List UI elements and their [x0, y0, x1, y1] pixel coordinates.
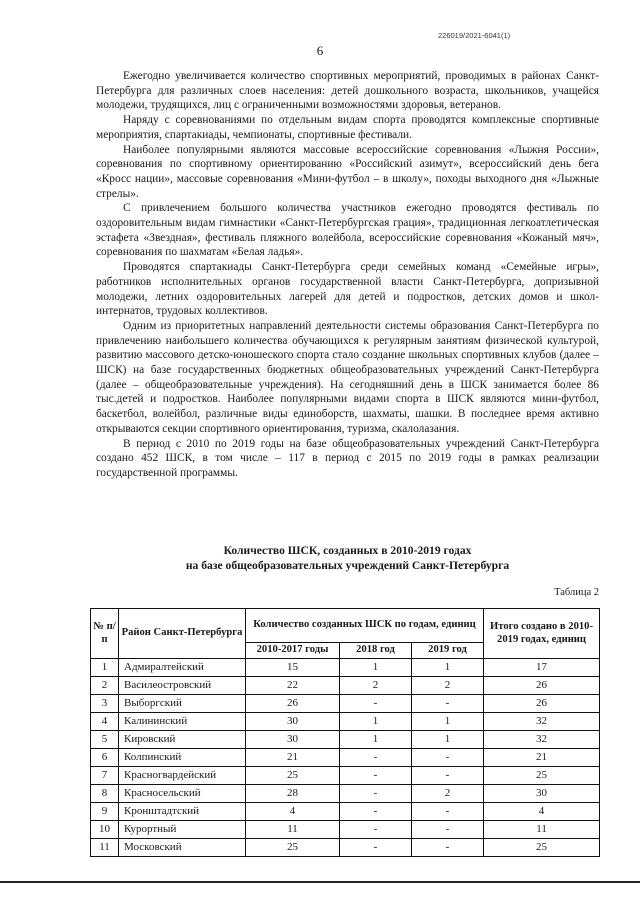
count-2019: 1 [412, 659, 484, 677]
count-total: 26 [484, 695, 600, 713]
table-row [91, 713, 600, 731]
count-2010-2017: 26 [246, 695, 340, 713]
district-name: Василеостровский [119, 677, 246, 695]
count-2010-2017: 25 [246, 839, 340, 857]
row-number: 1 [91, 659, 119, 677]
district-name: Колпинский [119, 749, 246, 767]
count-2018: 1 [340, 659, 412, 677]
count-total: 11 [484, 821, 600, 839]
table-body [91, 659, 600, 857]
row-number: 8 [91, 785, 119, 803]
row-number: 2 [91, 677, 119, 695]
district-name: Курортный [119, 821, 246, 839]
table-row [91, 767, 600, 785]
count-2018: - [340, 821, 412, 839]
header-years-2010-2017: 2010-2017 годы [246, 643, 340, 659]
count-2019: 2 [412, 785, 484, 803]
count-2019: 2 [412, 677, 484, 695]
count-2019: - [412, 767, 484, 785]
row-number: 5 [91, 731, 119, 749]
count-2019: 1 [412, 731, 484, 749]
table-row [91, 695, 600, 713]
paragraph: Наиболее популярными являются массовые всероссийские соревнования «Лыжня России», соревнования по спортивному ориентированию «Российский азимут», всероссийский день бега «Кросс нации», массовые соревнования «Мини-футбол – в школу», походы выходного дня «Лыжные стрелы». [96, 143, 599, 200]
count-2019: - [412, 839, 484, 857]
district-name: Красногвардейский [119, 767, 246, 785]
row-number: 3 [91, 695, 119, 713]
table-row [91, 785, 600, 803]
count-total: 32 [484, 713, 600, 731]
row-number: 7 [91, 767, 119, 785]
scan-edge-line [0, 881, 640, 883]
header-year-2018: 2018 год [340, 643, 412, 659]
count-2018: - [340, 767, 412, 785]
count-total: 17 [484, 659, 600, 677]
count-total: 21 [484, 749, 600, 767]
table-row [91, 821, 600, 839]
row-number: 9 [91, 803, 119, 821]
count-2010-2017: 22 [246, 677, 340, 695]
district-name: Красносельский [119, 785, 246, 803]
count-2018: - [340, 785, 412, 803]
count-2010-2017: 15 [246, 659, 340, 677]
count-2018: 1 [340, 713, 412, 731]
page-number: 6 [316, 43, 324, 58]
district-name: Калининский [119, 713, 246, 731]
count-2019: - [412, 821, 484, 839]
district-name: Московский [119, 839, 246, 857]
document-id: 226019/2021-6041(1) [438, 31, 511, 40]
paragraph: Проводятся спартакиады Санкт-Петербурга среди семейных команд «Семейные игры», работников исполнительных органов государственной власти Санкт-Петербурга, допризывной молодежи, летних оздоровительных лагерей для детей и подростков, детских домов и школ-интернатов, трудовых коллективов. [96, 261, 599, 318]
table-row [91, 659, 600, 677]
count-2019: 1 [412, 713, 484, 731]
table-title [96, 544, 599, 573]
count-total: 4 [484, 803, 600, 821]
header-year-2019: 2019 год [412, 643, 484, 659]
count-2019: - [412, 749, 484, 767]
header-num: № п/п [91, 609, 119, 659]
table-row [91, 749, 600, 767]
paragraph: Одним из приоритетных направлений деятельности системы образования Санкт-Петербурга по привлечению наибольшего количества обучающихся к регулярным занятиям физической культурой, развитию массового детско-юношеского спорта стало создание школьных спортивных клубов (далее – ШСК) на базе государственных бюджетных общеобразовательных учреждений Санкт-Петербурга (далее – общеобразовательные учреждения). На сегодняшний день в ШСК занимается более 86 тыс.детей и подростков. Наиболее популярными видами спорта в ШСК являются мини-футбол, баскетбол, волейбол, различные виды единоборств, шахматы, шашки. В последнее время активно открываются секции спортивного ориентирования, туризма, скалолазания. [96, 319, 599, 435]
row-number: 4 [91, 713, 119, 731]
count-2018: 2 [340, 677, 412, 695]
count-2018: 1 [340, 731, 412, 749]
district-name: Выборгский [119, 695, 246, 713]
count-2018: - [340, 749, 412, 767]
count-2018: - [340, 695, 412, 713]
header-district: Район Санкт-Петербурга [119, 609, 246, 659]
count-total: 32 [484, 731, 600, 749]
district-name: Адмиралтейский [119, 659, 246, 677]
district-name: Кировский [119, 731, 246, 749]
table-row [91, 839, 600, 857]
row-number: 6 [91, 749, 119, 767]
body-text [96, 69, 599, 481]
count-2010-2017: 21 [246, 749, 340, 767]
header-total: Итого создано в 2010-2019 годах, единиц [484, 609, 600, 659]
table-row [91, 677, 600, 695]
paragraph: В период с 2010 по 2019 годы на базе общеобразовательных учреждений Санкт-Петербурга создано 452 ШСК, в том числе – 117 в период с 2015 по 2019 годы в рамках реализации государственной программы. [96, 437, 599, 479]
count-2010-2017: 30 [246, 731, 340, 749]
table-row [91, 731, 600, 749]
count-2010-2017: 11 [246, 821, 340, 839]
row-number: 10 [91, 821, 119, 839]
table-title-line-1: Количество ШСК, созданных в 2010-2019 годах [223, 544, 472, 557]
count-2010-2017: 25 [246, 767, 340, 785]
paragraph: Ежегодно увеличивается количество спортивных мероприятий, проводимых в районах Санкт-Петербурга для различных слоев населения: детей дошкольного возраста, школьников, учащейся молодежи, трудящихся, лиц с ограниченными возможностями здоровья, ветеранов. [96, 70, 599, 112]
district-name: Кронштадтский [119, 803, 246, 821]
row-number: 11 [91, 839, 119, 857]
count-total: 26 [484, 677, 600, 695]
header-group: Количество созданных ШСК по годам, единиц [246, 609, 484, 643]
count-2010-2017: 30 [246, 713, 340, 731]
count-2010-2017: 4 [246, 803, 340, 821]
count-total: 25 [484, 839, 600, 857]
paragraph: С привлечением большого количества участников ежегодно проводятся фестиваль по оздоровительным видам гимнастики «Санкт-Петербургская грация», традиционная легкоатлетическая эстафета «Звездная», фестиваль пляжного волейбола, всероссийские соревнования «Кожаный мяч», соревнования по шахматам «Белая ладья». [96, 202, 599, 259]
paragraph: Наряду с соревнованиями по отдельным видам спорта проводятся комплексные спортивные мероприятия, спартакиады, чемпионаты, спортивные фестивали. [96, 114, 599, 141]
count-2010-2017: 28 [246, 785, 340, 803]
count-total: 25 [484, 767, 600, 785]
table-caption: Таблица 2 [554, 587, 599, 598]
table-title-line-2: на базе общеобразовательных учреждений Санкт-Петербурга [185, 558, 510, 572]
count-total: 30 [484, 785, 600, 803]
ssk-table [90, 608, 600, 857]
table-row [91, 803, 600, 821]
count-2019: - [412, 803, 484, 821]
count-2018: - [340, 803, 412, 821]
count-2019: - [412, 695, 484, 713]
count-2018: - [340, 839, 412, 857]
